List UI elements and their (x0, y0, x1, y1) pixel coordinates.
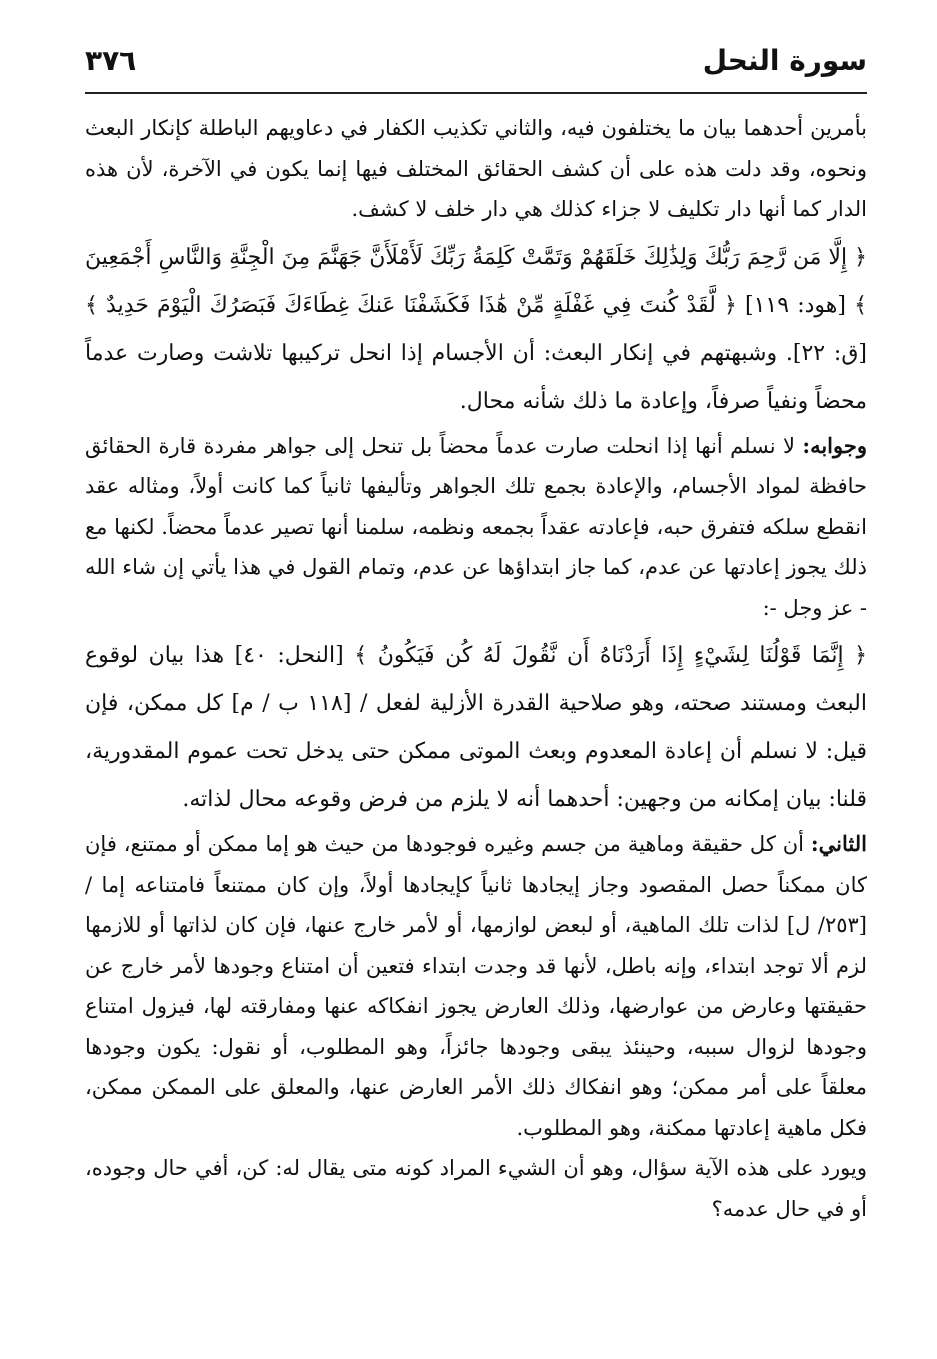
page-number: ٣٧٦ (85, 44, 137, 77)
second-lead: الثاني: (810, 831, 867, 856)
surah-title: سورة النحل (702, 44, 867, 77)
answer-text: لا نسلم أنها إذا انحلت صارت عدماً محضاً بل تنحل إلى جواهر مفردة قارة الحقائق حافظة لمواد الأجسام، والإعادة بجمع تلك الجواهر وتأليفها ثانياً كما كانت أولاً، ومثاله عقد انقطع سلكه فتفرق حبه، فإعادته عقداً بجمعه ونظمه، سلمنا أنها تصير عدماً محضاً. لكنها مع ذلك يجوز إعادتها عن عدم، كما جاز ابتداؤها عن عدم، وتمام القول في هذا يأتي إن شاء الله - عز وجل -: (85, 433, 867, 620)
answer-lead: وجوابه: (802, 432, 867, 458)
paragraph-quran-nahl: ﴿ إِنَّمَا قَوْلُنَا لِشَيْءٍ إِذَا أَرَدْنَاهُ أَن نَّقُولَ لَهُ كُن فَيَكُونُ ﴾ [النحل: ٤٠] هذا بيان لوقوع البعث ومستند صحته، وهو صلاحية القدرة الأزلية لفعل / [١١٨ ب / م] كل ممكن، فإن قيل: لا نسلم أن إعادة المعدوم وبعث الموتى ممكن حتى يدخل تحت عموم المقدورية، قلنا: بيان إمكانه من وجهين: أحدهما أنه لا يلزم من فرض وقوعه محال لذاته. (85, 643, 868, 812)
paragraph-quran-hud-qaf: ﴿ إِلَّا مَن رَّحِمَ رَبُّكَ وَلِذَٰلِكَ خَلَقَهُمْ وَتَمَّتْ كَلِمَةُ رَبِّكَ لَأَمْلَأَنَّ جَهَنَّمَ مِنَ الْجِنَّةِ وَالنَّاسِ أَجْمَعِينَ ﴾ [هود: ١١٩] ﴿ لَّقَدْ كُنتَ فِي غَفْلَةٍ مِّنْ هَٰذَا فَكَشَفْنَا عَنكَ غِطَاءَكَ فَبَصَرُكَ الْيَوْمَ حَدِيدٌ ﴾ [ق: ٢٢]. وشبهتهم في إنكار البعث: أن الأجسام إذا انحل تركيبها تلاشت وصارت عدماً محضاً ونفياً صرفاً، وإعادة ما ذلك شأنه محال. (85, 244, 867, 414)
page-header (85, 40, 867, 92)
page-body (85, 108, 867, 1229)
paragraph-second (85, 824, 867, 1148)
page (85, 40, 868, 1221)
paragraph-answer (85, 426, 867, 629)
paragraph-intro: بأمرين أحدهما بيان ما يختلفون فيه، والثاني تكذيب الكفار في دعاويهم الباطلة كإنكار البعث ونحوه، وقد دلت هذه على أن كشف الحقائق المختلف فيها إنما يكون في الآخرة، لأن هذه الدار كما أنها دار تكليف لا جزاء كذلك هي دار خلف لا كشف. (85, 116, 867, 221)
second-text: أن كل حقيقة وماهية من جسم وغيره فوجودها من حيث هو إما ممكن أو ممتنع، فإن كان ممكناً حصل المقصود وجاز إيجادها ثانياً كإيجادها أولاً، وإن كان ممتنعاً فامتناعه إما / [٢٥٣/ ل] لذات تلك الماهية، أو لبعض لوازمها، أو لأمر خارج عنها، فإن كان لذاتها أو للازمها لزم ألا توجد ابتداء، وإنه باطل، لأنها قد وجدت ابتداء فتعين أن امتناع وجودها لأمر خارج عن حقيقتها وعارض من عوارضها، وذلك العارض يجوز انفكاكه عنها ومفارقته لها، فيزول امتناع وجودها لزوال سببه، وحينئذ يبقى وجودها جائزاً، وهو المطلوب، أو نقول: يكون وجودها معلقاً على أمر ممكن؛ وهو انفكاك ذلك الأمر العارض عنها، والمعلق على الممكن ممكن، فكل ماهية إعادتها ممكنة، وهو المطلوب. (85, 832, 867, 1140)
paragraph-question: ويورد على هذه الآية سؤال، وهو أن الشيء المراد كونه متى يقال له: كن، أفي حال وجوده، أو في حال عدمه؟ (85, 1156, 867, 1221)
header-rule (85, 92, 867, 94)
